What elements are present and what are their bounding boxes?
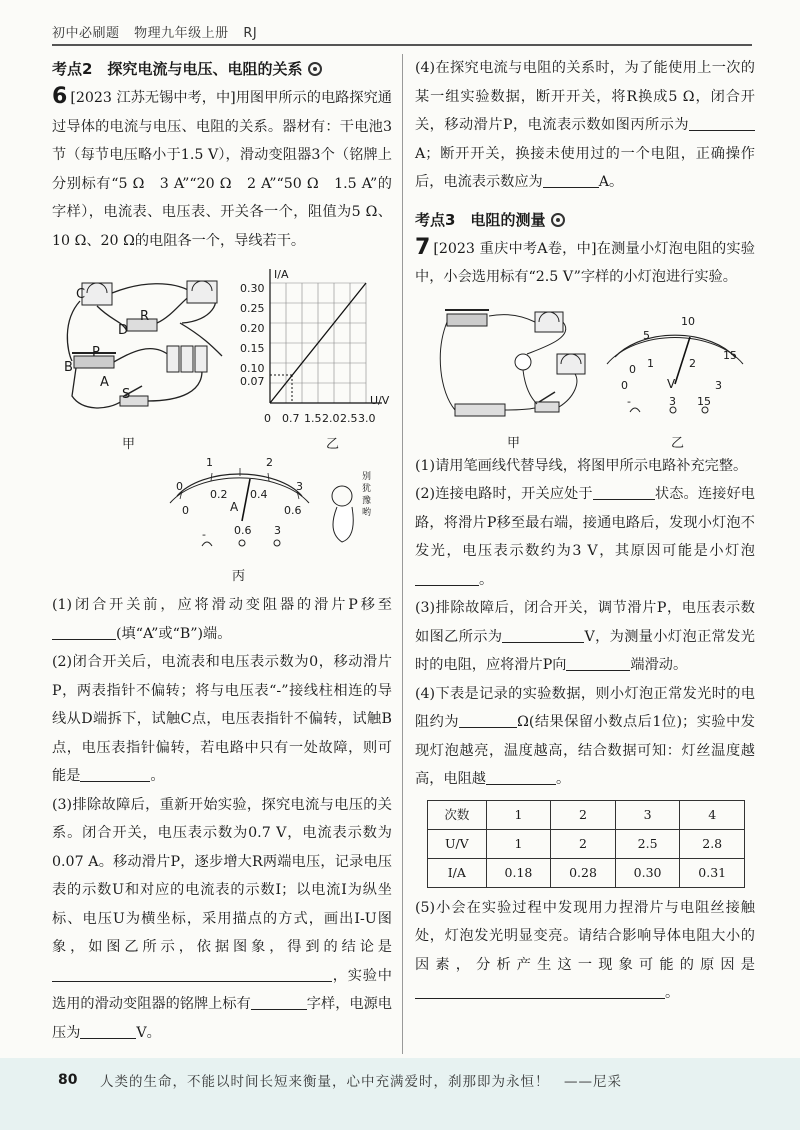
figure-7 <box>415 292 755 452</box>
xtick: 0 <box>264 412 271 425</box>
graph-xlabel: U/V <box>370 394 390 407</box>
label-r: R <box>140 309 150 324</box>
table-cell: 2.5 <box>615 829 680 858</box>
voltmeter-tick: 3 <box>715 378 722 392</box>
answer-blank[interactable] <box>251 993 307 1010</box>
xtick: 2.0 <box>322 412 340 425</box>
data-table <box>427 800 745 888</box>
table-cell: 0.30 <box>615 858 680 887</box>
section-title: 考点3 电阻的测量 <box>415 210 546 229</box>
page-header <box>52 22 267 41</box>
voltmeter-tick: 15 <box>723 348 737 362</box>
page-footer <box>0 1058 800 1130</box>
xtick: 0.7 <box>282 412 300 425</box>
answer-blank[interactable] <box>80 765 150 782</box>
graph-ylabel: I/A <box>274 268 289 281</box>
terminal-label: - <box>202 528 206 541</box>
question-7-part-3 <box>415 594 755 680</box>
ytick: 0.10 <box>240 362 265 375</box>
ytick: 0.30 <box>240 282 265 295</box>
terminal-label: 15 <box>697 394 711 408</box>
question-7-part-2 <box>415 480 755 594</box>
right-column <box>415 54 755 1008</box>
terminal-label: - <box>627 394 631 408</box>
text: 。 <box>665 985 680 1001</box>
table-cell: U/V <box>428 829 487 858</box>
text: V，为测量小灯泡正常发光时的电阻，应将滑片P向 <box>415 628 755 673</box>
figure-caption-yi: 乙 <box>671 435 685 451</box>
text: (1)闭合开关前，应将滑动变阻器的滑片P移至 <box>52 597 392 613</box>
text: 字样，电源电压为 <box>52 996 392 1041</box>
text: (3)排除故障后，重新开始实验，探究电流与电压的关系。闭合开关，电压表示数为0.7 V，电流表示数为0.07 A。移动滑片P，逐步增大R两端电压，记录电压表的示数U和对应的电流表的示数I；以电流I为纵坐标、电压U为横坐标，采用描点的方式，画出I-U图象，如图乙所示，依据图象，得到的结论是 <box>52 796 392 955</box>
ytick: 0.25 <box>240 302 265 315</box>
figure-caption-yi: 乙 <box>326 437 340 452</box>
question-number: 6 <box>52 84 68 109</box>
xtick: 3.0 <box>358 412 376 425</box>
voltmeter-tick: 0 <box>621 378 628 392</box>
table-row <box>428 829 745 858</box>
table-cell: I/A <box>428 858 487 887</box>
ammeter-tick: 0 <box>176 480 183 493</box>
question-text: [2023 江苏无锡中考，中]用图甲所示的电路探究通过导体的电流与电压、电阻的关系。器材有：干电池3节（每节电压略小于1.5 V），滑动变阻器3个（铭牌上分别标有“5 Ω 3 A”“20 Ω 2 A”“50 Ω 1.5 A”的字样），电流表、电压表、开关各一个，阻值为5 Ω、10 Ω、20 Ω的电阻各一个，导线若干。 <box>52 90 392 249</box>
label-p: P <box>92 345 100 360</box>
ammeter-unit: A <box>230 500 239 514</box>
xtick: 1.5 <box>304 412 322 425</box>
section-title: 考点2 探究电流与电压、电阻的关系 <box>52 60 303 78</box>
table-header: 3 <box>615 800 680 829</box>
voltmeter-tick: 5 <box>643 328 650 342</box>
cartoon-caption: 别犹豫哟 <box>362 472 372 518</box>
question-7-part-5 <box>415 894 755 1008</box>
series-title: 初中必刷题 <box>52 26 120 41</box>
text: (填“A”或“B”)端。 <box>116 625 232 642</box>
ammeter-tick: 0.6 <box>284 504 302 517</box>
label-a: A <box>100 375 109 390</box>
table-cell: 2.8 <box>680 829 745 858</box>
target-icon <box>551 213 565 227</box>
question-7-intro <box>415 235 755 292</box>
question-number: 7 <box>415 234 431 260</box>
figure-caption-jia: 甲 <box>122 437 136 452</box>
ytick: 0.20 <box>240 322 265 335</box>
answer-blank[interactable] <box>502 626 584 643</box>
table-row <box>428 858 745 887</box>
terminal-label: 3 <box>669 394 676 408</box>
answer-blank[interactable] <box>80 1022 136 1039</box>
text: (4)下表是记录的实验数据，则小灯泡正常发光时的电阻约为 <box>415 685 755 730</box>
text: (1)请用笔画线代替导线，将图甲所示电路补充完整。 <box>415 457 748 474</box>
text: A。 <box>598 174 624 190</box>
answer-blank[interactable] <box>459 711 517 728</box>
answer-blank[interactable] <box>566 654 630 671</box>
terminal-label: 0.6 <box>234 524 252 537</box>
ammeter-tick: 0 <box>182 504 189 517</box>
ammeter-tick: 2 <box>266 456 273 469</box>
ammeter-tick: 1 <box>206 456 213 469</box>
ytick: 0.15 <box>240 342 265 355</box>
table-header: 1 <box>486 800 551 829</box>
question-text: [2023 重庆中考A卷，中]在测量小灯泡电阻的实验中，小会选用标有“2.5 V”字样的小灯泡进行实验。 <box>415 240 755 285</box>
subject-title: 物理九年级上册 <box>134 26 229 41</box>
ammeter-tick: 3 <box>296 480 303 493</box>
voltmeter-tick: 10 <box>681 314 695 328</box>
question-7-part-1 <box>415 452 755 481</box>
answer-blank[interactable] <box>486 768 556 785</box>
question-6-part-3 <box>52 791 392 1048</box>
column-divider <box>402 54 403 1054</box>
target-icon <box>308 62 322 76</box>
answer-blank[interactable] <box>593 483 655 500</box>
table-cell: 0.18 <box>486 858 551 887</box>
text: (5)小会在实验过程中发现用力捏滑片与电阻丝接触处，灯泡发光明显变亮。请结合影响导体电阻大小的因素，分析产生这一现象可能的原因是 <box>415 899 755 973</box>
figure-bing <box>52 451 392 591</box>
text: (3)排除故障后，闭合开关，调节滑片P，电压表示数如图乙所示为 <box>415 600 755 645</box>
text: V。 <box>136 1024 161 1041</box>
answer-blank[interactable] <box>52 965 252 982</box>
answer-blank[interactable] <box>689 114 755 131</box>
label-d: D <box>118 323 129 338</box>
edition: RJ <box>243 26 258 41</box>
text: ，实验中选用的滑动变阻器的铭牌上标有 <box>52 967 392 1012</box>
voltmeter-tick: 1 <box>647 356 654 370</box>
answer-blank[interactable] <box>52 623 116 640</box>
question-6-part-4 <box>415 54 755 197</box>
ammeter-tick: 0.4 <box>250 488 268 501</box>
question-7-part-4 <box>415 680 755 794</box>
text: 。 <box>479 571 494 588</box>
figure-caption-jia: 甲 <box>507 435 521 451</box>
table-header: 次数 <box>428 800 487 829</box>
text: (2)连接电路时，开关应处于 <box>415 486 593 502</box>
table-cell: 1 <box>486 829 551 858</box>
answer-blank[interactable] <box>543 171 599 188</box>
footer-quote: 人类的生命，不能以时间长短来衡量，心中充满爱时，刹那即为永恒！ ——尼采 <box>100 1074 622 1090</box>
text: 端滑动。 <box>630 657 688 673</box>
answer-blank[interactable] <box>252 965 332 982</box>
answer-blank[interactable] <box>415 982 665 999</box>
text: 。 <box>555 771 571 787</box>
page-number: 80 <box>58 1072 78 1088</box>
voltmeter-tick: 0 <box>629 362 636 376</box>
voltmeter-tick: 2 <box>689 356 696 370</box>
table-cell: 2 <box>551 829 616 858</box>
text: 状态。连接好电路，将滑片P移至最右端，接通电路后，发现小灯泡不发光，电压表示数约为3 V，其原因可能是小灯泡 <box>415 486 755 559</box>
figure-jia-yi <box>52 261 392 451</box>
table-header: 4 <box>680 800 745 829</box>
label-s: S <box>122 387 131 402</box>
xtick: 2.5 <box>340 412 358 425</box>
left-column <box>52 54 392 1047</box>
section-heading <box>415 205 755 235</box>
question-6-intro <box>52 84 392 255</box>
text: A；断开开关，换接未使用过的一个电阻，正确操作后，电流表示数应为 <box>415 145 755 190</box>
answer-blank[interactable] <box>415 569 479 586</box>
label-c: C <box>76 287 86 302</box>
text: 。 <box>150 768 165 784</box>
label-b: B <box>64 360 73 375</box>
voltmeter-unit: V <box>667 376 676 391</box>
question-6-part-2 <box>52 648 392 791</box>
text: (2)闭合开关后，电流表和电压表示数为0，移动滑片P，两表指针不偏转；将与电压表“-”接线柱相连的导线从D端拆下，试触C点，电压表指针不偏转，试触B点，电压表指针偏转，若电路中只有一处故障，则可能是 <box>52 654 392 784</box>
ammeter-tick: 0.2 <box>210 488 228 501</box>
figure-caption-bing: 丙 <box>232 569 246 584</box>
ytick: 0.07 <box>240 375 265 388</box>
terminal-label: 3 <box>274 524 281 537</box>
table-header-row <box>428 800 745 829</box>
table-header: 2 <box>551 800 616 829</box>
text: Ω(结果保留小数点后1位)；实验中发现灯泡越亮，温度越高，结合数据可知：灯丝温度越高，电阻越 <box>415 714 755 787</box>
section-heading <box>52 54 392 84</box>
table-cell: 0.28 <box>551 858 616 887</box>
question-6-part-1 <box>52 591 392 648</box>
header-rule <box>52 44 752 46</box>
table-cell: 0.31 <box>680 858 745 887</box>
text: (4)在探究电流与电阻的关系时，为了能使用上一次的某一组实验数据，断开开关，将R换成5 Ω，闭合开关，移动滑片P，电流表示数如图丙所示为 <box>415 60 755 133</box>
